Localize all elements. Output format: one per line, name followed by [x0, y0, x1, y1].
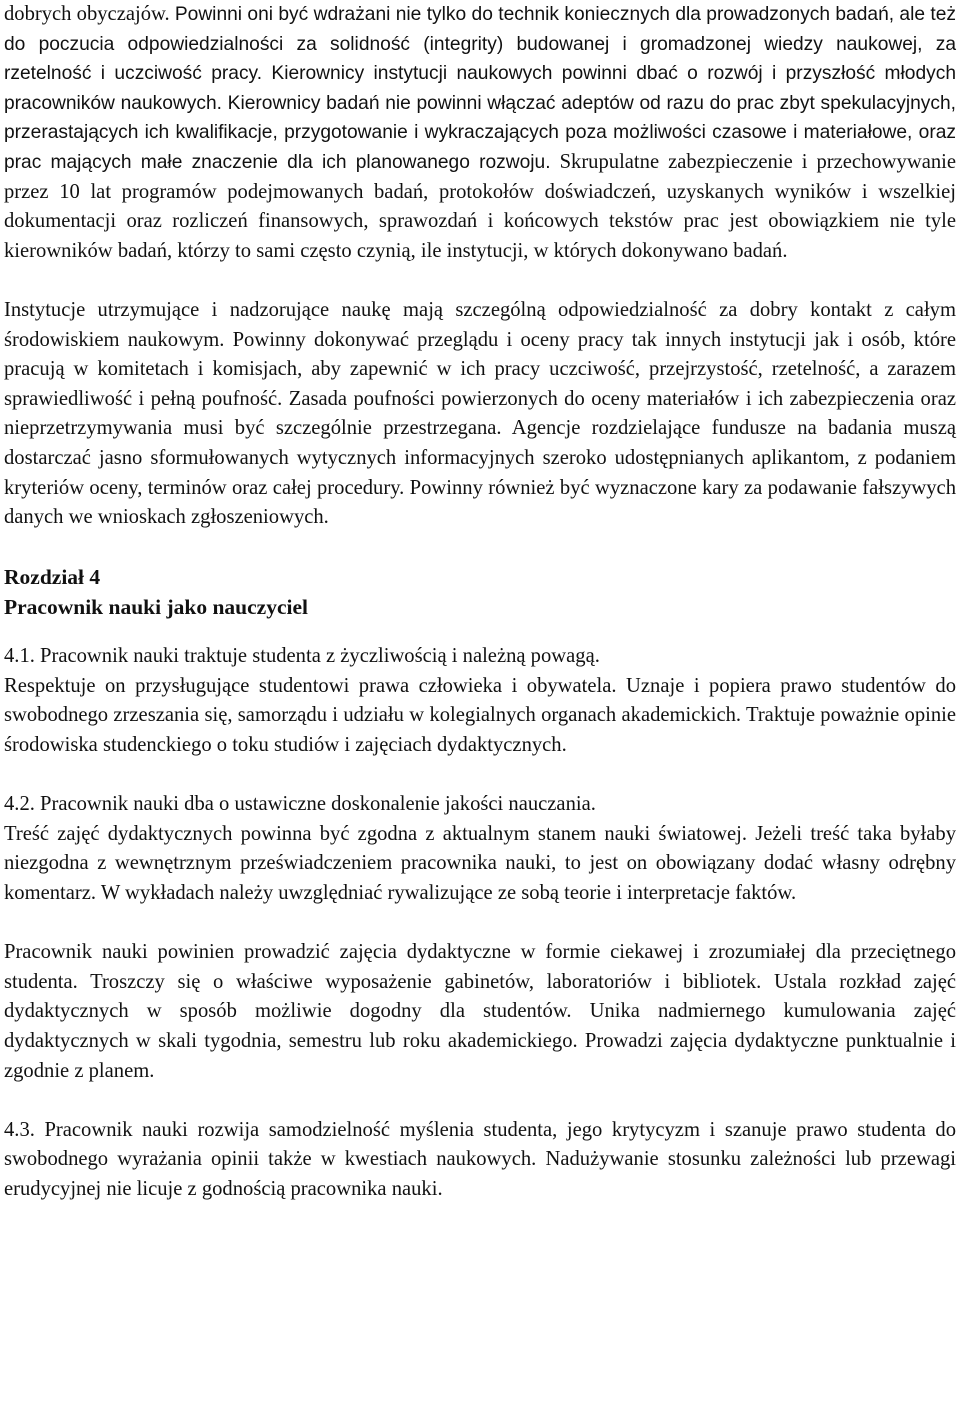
section-heading: 4.3. Pracownik nauki rozwija samodzielność myślenia studenta, jego krytycyzm i szanuje prawo studenta do swobodnego wyrażania opinii także w kwestiach naukowych.	[4, 1118, 956, 1171]
paragraph-text-sans: Kierownicy badań nie powinni włączać adeptów od razu do prac zbyt spekulacyjnych, przerastających ich kwalifikacje, przygotowanie i wykraczających poza możliwości czasowe i materiałowe, oraz prac mających małe znaczenie dla ich planowanego rozwoju.	[4, 92, 956, 173]
section-body: Respektuje on przysługujące studentowi prawa człowieka i obywatela. Uznaje i popiera prawo studentów do swobodnego zrzeszania się, samorządu i udziału w kolegialnych organach akademickich. Traktuje poważnie opinie środowiska studenckiego o toku studiów i zajęciach dydaktycznych.	[4, 674, 956, 757]
paragraph-spacer	[4, 909, 956, 939]
paragraph-spacer	[4, 761, 956, 791]
section-4-2-continued: Pracownik nauki powinien prowadzić zajęcia dydaktyczne w formie ciekawej i zrozumiałej dla przeciętnego studenta. Troszczy się o właściwe wyposażenie gabinetów, laboratoriów i bibliotek. Ustala rozkład zajęć dydaktycznych w sposób możliwie dogodny dla studentów. Unika nadmiernego kumulowania zajęć dydaktycznych w skali tygodnia, semestru lub roku akademickiego. Prowadzi zajęcia dydaktyczne punktualnie i zgodnie z planem.	[4, 941, 956, 1082]
section-4-1	[4, 642, 956, 760]
section-body: Treść zajęć dydaktycznych powinna być zgodna z aktualnym stanem nauki światowej. Jeżeli treść taka byłaby niezgodna z wewnętrznym przeświadczeniem pracownika nauki, to jest on obowiązany dodać własny odrębny komentarz. W wykładach należy uwzględniać rywalizujące ze sobą teorie i interpretacje faktów.	[4, 822, 956, 905]
paragraph-text-sans: Powinni oni być wdrażani nie tylko do technik koniecznych dla prowadzonych badań, ale też do poczucia odpowiedzialności za solidność (integrity) budowanej i gromadzonej wiedzy naukowej, za rzetelność i uczciwość pracy. Kierownicy instytucji naukowych powinni dbać o rozwój i przyszłość młodych pracowników naukowych.	[4, 4, 956, 114]
section-4-2	[4, 790, 956, 908]
paragraph-spacer	[4, 1086, 956, 1116]
section-body: Nadużywanie stosunku zależności lub przewagi erudycyjnej nie licuje z godnością pracownika nauki.	[4, 1148, 956, 1200]
paragraph-spacer	[4, 533, 956, 563]
section-4-3	[4, 1116, 956, 1205]
section-heading: 4.2. Pracownik nauki dba o ustawiczne doskonalenie jakości nauczania.	[4, 793, 596, 816]
paragraph-young-researchers	[4, 0, 956, 266]
chapter-number: Rozdział 4	[4, 565, 101, 590]
paragraph-text: dobrych obyczajów.	[4, 3, 175, 25]
paragraph-spacer	[4, 622, 956, 642]
chapter-title: Pracownik nauki jako nauczyciel	[4, 595, 309, 620]
paragraph-spacer	[4, 266, 956, 296]
paragraph-text: Skrupulatne zabezpieczenie i przechowywanie przez 10 lat programów podejmowanych badań, protokołów doświadczeń, uzyskanych wyników i wszelkiej dokumentacji oraz rozliczeń finansowych, sprawozdań i końcowych tekstów prac jest obowiązkiem nie tyle kierowników badań, którzy to sami często czynią, ile instytucji, w których dokonywano badań.	[4, 150, 956, 262]
section-heading: 4.1. Pracownik nauki traktuje studenta z życzliwością i należną powagą.	[4, 645, 600, 668]
paragraph-institutions: Instytucje utrzymujące i nadzorujące naukę mają szczególną odpowiedzialność za dobry kontakt z całym środowiskiem naukowym. Powinny dokonywać przeglądu i oceny pracy tak innych instytucji jak i osób, które pracują w komitetach i komisjach, aby zapewnić w ich pracy uczciwość, przejrzystość, rzetelność, a zarazem sprawiedliwość i pełną poufność. Zasada poufności powierzonych do oceny materiałów i ich zabezpieczenia oraz nieprzetrzymywania musi być szczególnie przestrzegana. Agencje rozdzielające fundusze na badania muszą dostarczać jasno sformułowanych wytycznych informacyjnych szeroko udostępnianych aplikantom, z podaniem kryteriów oceny, terminów oraz całej procedury. Powinny również być wyznaczone kary za podawanie fałszywych danych we wnioskach zgłoszeniowych.	[4, 298, 956, 529]
